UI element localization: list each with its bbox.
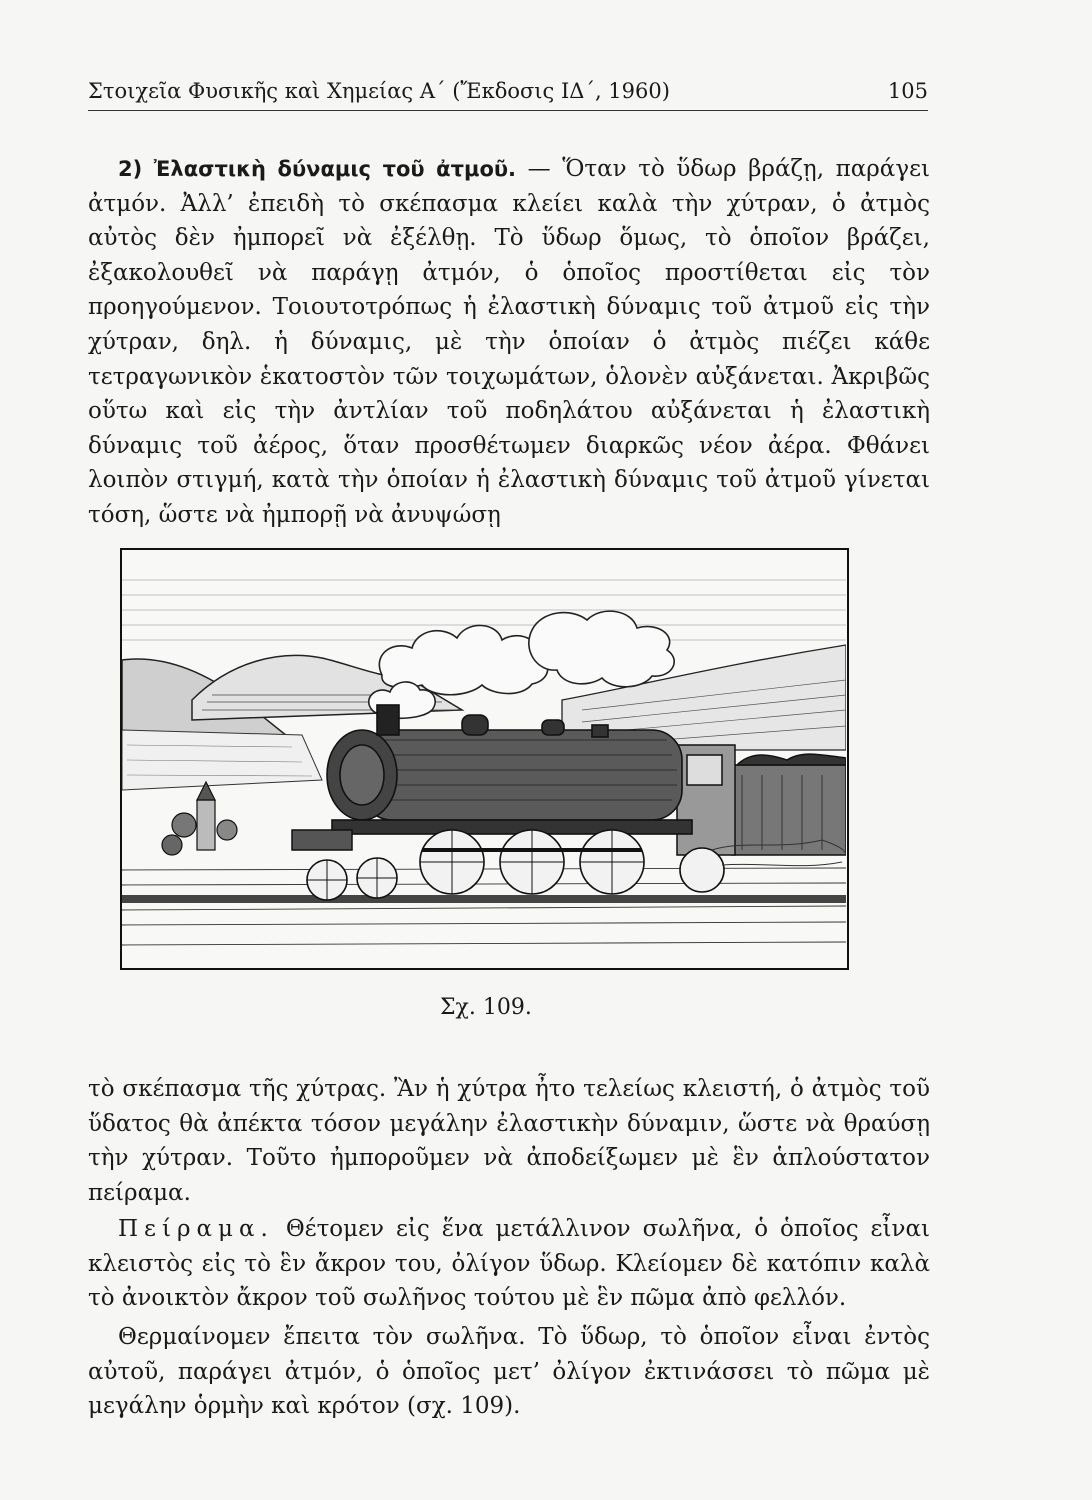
continuation-text: τὸ σκέπασμα τῆς χύτρας. Ἂν ἡ χύτρα ἦτο τελείως κλειστή, ὁ ἀτμὸς τοῦ ὕδατος θὰ ἀπέκτα τόσον μεγάλην ἐλαστικὴν δύναμιν, ὥστε νὰ θραύσῃ τὴν χύτραν. Τοῦτο ἠμποροῦμεν νὰ ἀποδείξωμεν μὲ ἓν ἁπλούστατον πείραμα.: [88, 1076, 930, 1206]
running-header: [88, 76, 928, 111]
header-title: Στοιχεῖα Φυσικῆς καὶ Χημείας Α΄ (Ἔκδοσις ΙΔ΄, 1960): [88, 79, 670, 103]
page-number: 105: [887, 79, 928, 103]
experiment-paragraph: [88, 1212, 930, 1316]
section-body: — Ὅταν τὸ ὕδωρ βράζῃ, παράγει ἀτμόν. Ἀλλ’ ἐπειδὴ τὸ σκέπασμα κλείει καλὰ τὴν χύτραν, ὁ ἀτμὸς αὐτὸς δὲν ἠμπορεῖ νὰ ἐξέλθῃ. Τὸ ὕδωρ ὅμως, τὸ ὁποῖον βράζει, ἐξακολουθεῖ νὰ παράγῃ ἀτμόν, ὁ ὁποῖος προστίθεται εἰς τὸν προηγούμενον. Τοιουτοτρόπως ἡ ἐλαστικὴ δύναμις τοῦ ἀτμοῦ εἰς τὴν χύτραν, δηλ. ἡ δύναμις, μὲ τὴν ὁποίαν ὁ ἀτμὸς πιέζει κάθε τετραγωνικὸν ἑκατοστὸν τῶν τοιχωμάτων, ὁλονὲν αὐξάνεται. Ἀκριβῶς οὕτω καὶ εἰς τὴν ἀντλίαν τοῦ ποδηλάτου αὐξάνεται ἡ ἐλαστικὴ δύναμις τοῦ ἀέρος, ὅταν προσθέτωμεν διαρκῶς νέον ἀέρα. Φθάνει λοιπὸν στιγμή, κατὰ τὴν ὁποίαν ἡ ἐλαστικὴ δύναμις τοῦ ἀτμοῦ γίνεται τόση, ὥστε νὰ ἠμπορῇ νὰ ἀνυψώσῃ: [88, 156, 931, 528]
final-paragraph: [88, 1320, 930, 1424]
locomotive-illustration: [120, 548, 849, 970]
figure-caption: Σχ. 109.: [440, 995, 532, 1020]
experiment-text: Θέτομεν εἰς ἕνα μετάλλινον σωλῆνα, ὁ ὁποῖος εἶναι κλειστὸς εἰς τὸ ἓν ἄκρον του, ὀλίγον ὕδωρ. Κλείομεν δὲ κατόπιν καλὰ τὸ ἀνοικτὸν ἄκρον τοῦ σωλῆνος τούτου μὲ ἓν πῶμα ἀπὸ φελλόν.: [88, 1216, 930, 1312]
continuation-paragraph: [88, 1072, 930, 1210]
experiment-label: Πείραμα.: [118, 1216, 274, 1242]
final-text: Θερμαίνομεν ἔπειτα τὸν σωλῆνα. Τὸ ὕδωρ, τὸ ὁποῖον εἶναι ἐντὸς αὐτοῦ, παράγει ἀτμόν, ὁ ὁποῖος μετ’ ὀλίγον ἐκτινάσσει τὸ πῶμα μὲ μεγάλην ὁρμὴν καὶ κρότον (σχ. 109).: [88, 1324, 930, 1420]
section-paragraph: [88, 152, 930, 533]
section-heading: 2) Ἐλαστικὴ δύναμις τοῦ ἀτμοῦ.: [118, 157, 517, 181]
